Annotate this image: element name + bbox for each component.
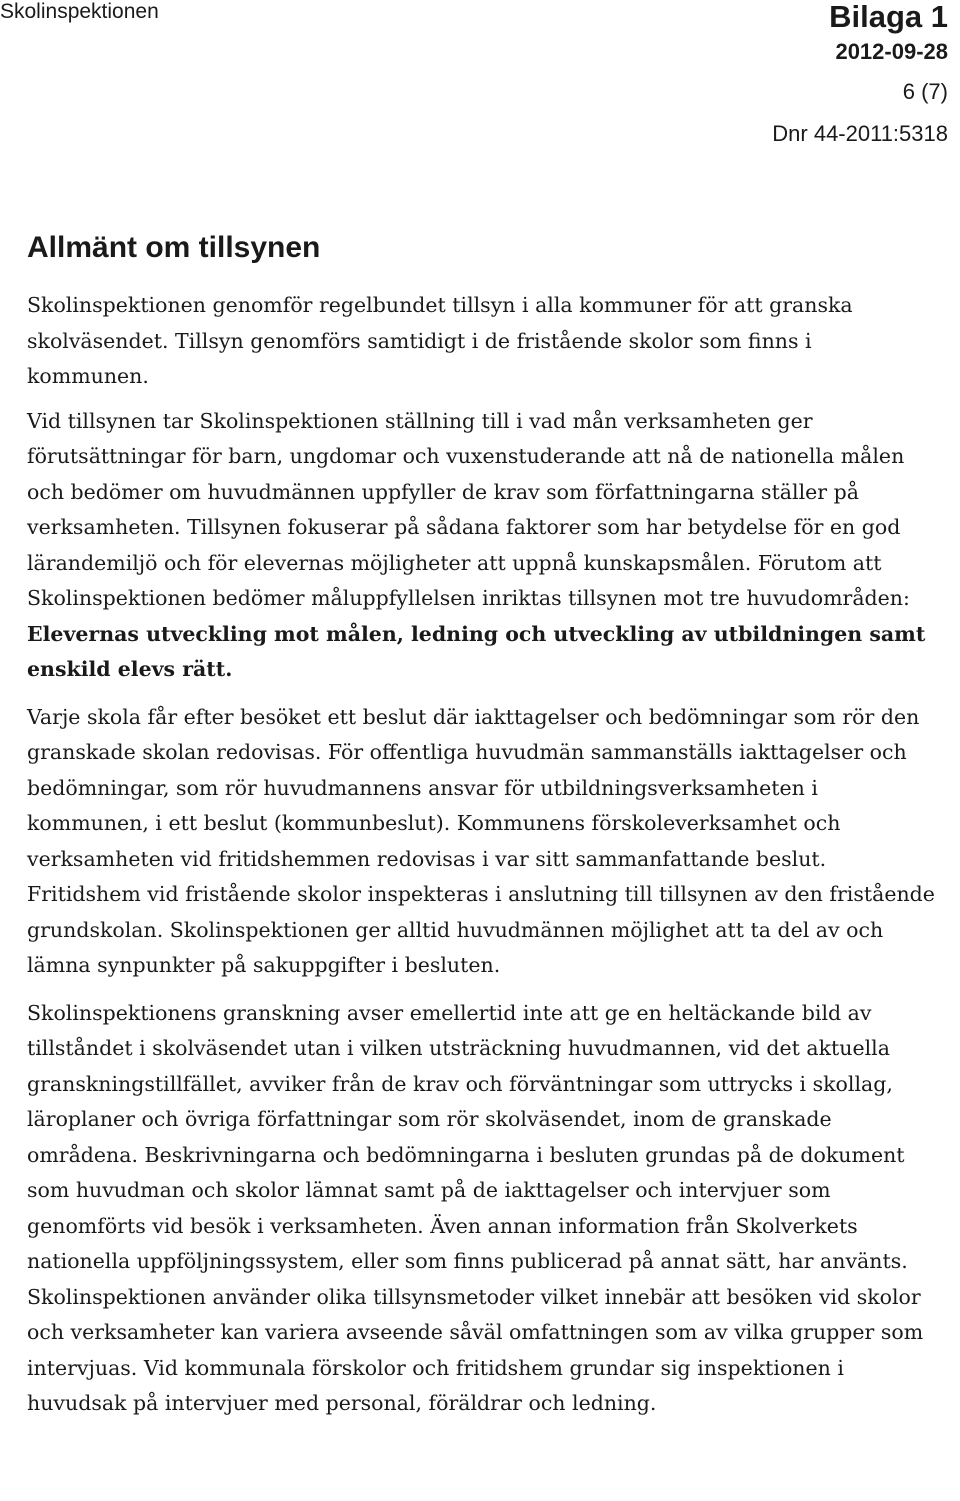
paragraph-3: Varje skola får efter besöket ett beslut där iakttagelser och bedömningar som rör den granskade skolan redovisas. För offentliga huvudmän sammanställs iakttagelser och bedömningar, som rör huvudmannens ansvar för utbildningsverksamheten i kommunen, i ett beslut (kommunbeslut). Kommunens förskoleverksamhet och verksamheten vid fritidshemmen redovisas i var sitt sammanfattande beslut. Fritidshem vid fristående skolor inspekteras i anslutning till tillsynen av den fristående grundskolan. Skolinspektionen ger alltid huvudmännen möjlighet att ta del av och lämna synpunkter på sakuppgifter i besluten. — [27, 704, 935, 977]
paragraph-4: Skolinspektionens granskning avser emellertid inte att ge en heltäckande bild av tillståndet i skolväsendet utan i vilken utsträckning huvudmannen, vid det aktuella granskningstillfället, avviker från de krav och förväntningar som uttrycks i skollag, läroplaner och övriga författningar som rör skolväsendet, inom de granskade områdena. Beskrivningarna och bedömningarna i besluten grundas på de dokument som huvudman och skolor lämnat samt på de iakttagelser och intervjuer som genomförts vid besök i verksamheten. Även annan information från Skolverkets nationella uppföljningssystem, eller som finns publicerad på annat sätt, har använts. Skolinspektionen använder olika tillsynsmetoder vilket innebär att besöken vid skolor och verksamheter kan variera avseende såväl omfattningen som av vilka grupper som intervjuas. Vid kommunala förskolor och fritidshem grundar sig inspektionen i huvudsak på intervjuer med personal, föräldrar och ledning. — [27, 1000, 924, 1415]
body-text — [27, 288, 937, 1422]
appendix-label: Bilaga 1 — [829, 0, 948, 34]
paragraph-1: Skolinspektionen genomför regelbundet tillsyn i alla kommuner för att granska skolväsendet. Tillsyn genomförs samtidigt i de fristående skolor som finns i kommunen. — [27, 293, 853, 388]
document-meta — [772, 0, 948, 147]
document-date: 2012-09-28 — [835, 39, 948, 64]
page-number: 6 (7) — [902, 79, 948, 104]
paragraph-2-text: Vid tillsynen tar Skolinspektionen ställning till i vad mån verksamheten ger förutsättningar för barn, ungdomar och vuxenstuderande att nå de nationella målen och bedömer om huvudmännen uppfyller de krav som författningarna ställer på verksamheten. Tillsynen fokuserar på sådana faktorer som har betydelse för en god lärandemiljö och för elevernas möjligheter att uppnå kunskapsmålen. Förutom att Skolinspektionen bedömer måluppfyllelsen inriktas tillsynen mot tre huvudområden: — [27, 408, 910, 610]
section-heading: Allmänt om tillsynen — [27, 231, 321, 264]
organization-name: Skolinspektionen — [0, 0, 159, 23]
registration-number: Dnr 44-2011:5318 — [772, 121, 948, 146]
paragraph-2 — [27, 404, 937, 688]
paragraph-2-bold-text: Elevernas utveckling mot målen, ledning och utveckling av utbildningen samt enskild elevs rätt. — [27, 621, 926, 681]
